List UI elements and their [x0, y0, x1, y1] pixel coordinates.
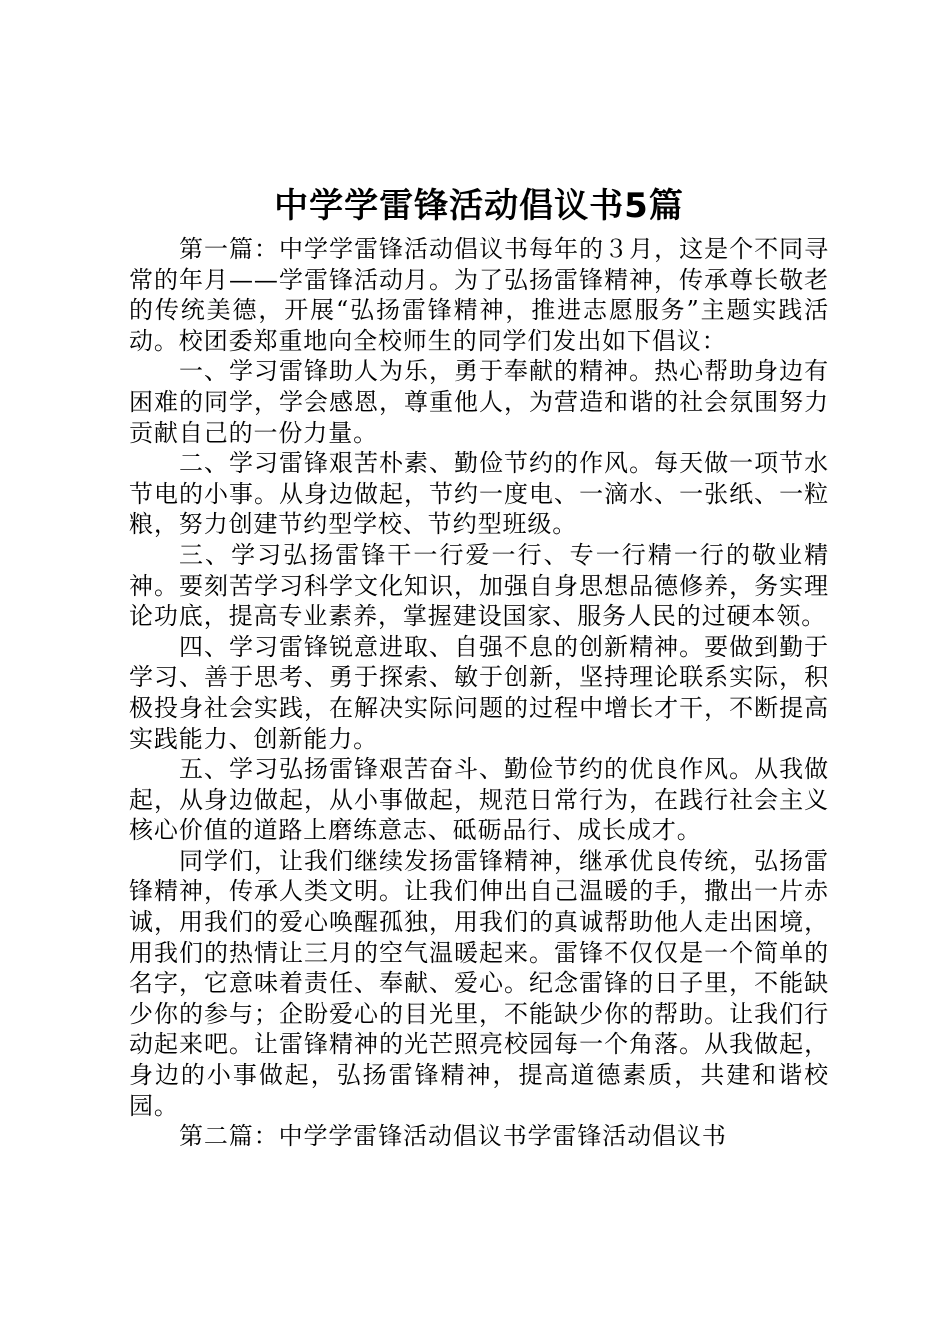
document-title: 中学学雷锋活动倡议书5篇: [274, 186, 684, 226]
paragraph-closing: 同学们，让我们继续发扬雷锋精神，继承优良传统，弘扬雷锋精神，传承人类文明。让我们伸出自己温暖的手，撒出一片赤诚，用我们的爱心唤醒孤独，用我们的真诚帮助他人走出困境，用我们的热情让三月的空气温暖起来。雷锋不仅仅是一个简单的名字，它意味着责任、奉献、爱心。纪念雷锋的日子里，不能缺少你的参与；企盼爱心的目光里，不能缺少你的帮助。让我们行动起来吧。让雷锋精神的光芒照亮校园每一个角落。从我做起，身边的小事做起，弘扬雷锋精神，提高道德素质，共建和谐校园。: [129, 846, 829, 1120]
paragraph-second-article-heading: 第二篇：中学学雷锋活动倡议书学雷锋活动倡议书: [179, 1122, 727, 1151]
paragraph-point-4: 四、学习雷锋锐意进取、自强不息的创新精神。要做到勤于学习、善于思考、勇于探索、敏于创新，坚持理论联系实际，积极投身社会实践，在解决实际问题的过程中增长才干，不断提高实践能力、创新能力。: [129, 632, 829, 753]
paragraph-intro: 第一篇：中学学雷锋活动倡议书每年的３月，这是个不同寻常的年月——学雷锋活动月。为了弘扬雷锋精神，传承尊长敬老的传统美德，开展“弘扬雷锋精神，推进志愿服务”主题实践活动。校团委郑重地向全校师生的同学们发出如下倡议：: [129, 235, 829, 355]
paragraph-point-2: 二、学习雷锋艰苦朴素、勤俭节约的作风。每天做一项节水节电的小事。从身边做起，节约一度电、一滴水、一张纸、一粒粮，努力创建节约型学校、节约型班级。: [129, 449, 829, 539]
paragraph-point-1: 一、学习雷锋助人为乐，勇于奉献的精神。热心帮助身边有困难的同学，学会感恩，尊重他人，为营造和谐的社会氛围努力贡献自己的一份力量。: [129, 357, 829, 447]
document-page: [129, 182, 829, 1152]
paragraph-point-3: 三、学习弘扬雷锋干一行爱一行、专一行精一行的敬业精神。要刻苦学习科学文化知识，加强自身思想品德修养，务实理论功底，提高专业素养，掌握建设国家、服务人民的过硬本领。: [129, 540, 829, 631]
paragraph-point-5: 五、学习弘扬雷锋艰苦奋斗、勤俭节约的优良作风。从我做起，从身边做起，从小事做起，规范日常行为，在践行社会主义核心价值的道路上磨练意志、砥砺品行、成长成才。: [129, 755, 829, 845]
